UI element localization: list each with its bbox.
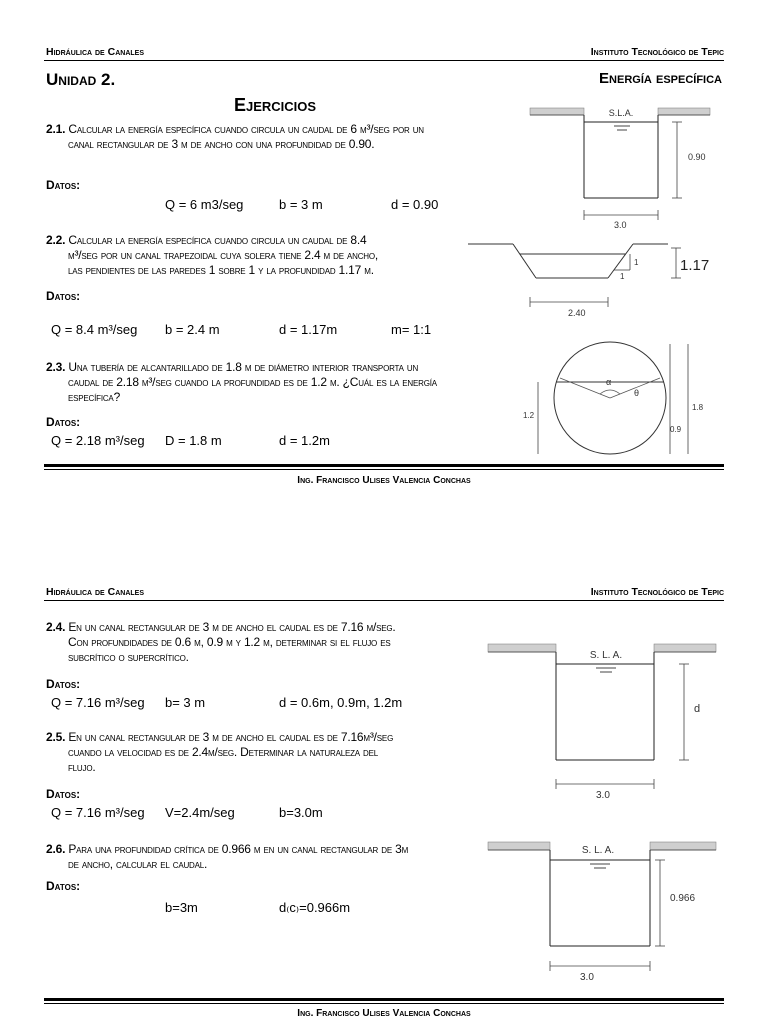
page-1	[0, 0, 768, 500]
problem-2-1	[46, 122, 506, 152]
page-2	[0, 540, 768, 1024]
figure-circular-pipe	[520, 340, 720, 460]
problem-2-6	[46, 842, 486, 872]
problem-text-line: caudal de 2.18 m³/seg cuando la profundidad es de 1.2 m. ¿Cuál es la energía	[68, 375, 437, 389]
problem-number: 2.1.	[46, 122, 66, 136]
data-value: b = 3 m	[279, 197, 323, 212]
footer-rule	[44, 998, 724, 1001]
problem-text-line: canal rectangular de 3 m de ancho con una profundidad de 0.90.	[68, 137, 375, 151]
header-rule	[44, 600, 724, 601]
data-value: d = 1.17m	[279, 322, 338, 337]
data-value: m= 1:1	[391, 322, 432, 337]
problem-text-line: flujo.	[68, 760, 96, 774]
half-diameter-label: 0.9	[670, 425, 682, 434]
width-label: 3.0	[580, 972, 594, 983]
figure-trapezoidal-channel	[468, 240, 718, 320]
footer-rule	[44, 469, 724, 470]
problem-text-line: Calcular la energía específica cuando circula un caudal de 6 m³/seg por un	[68, 122, 424, 136]
sla-label: S. L. A.	[589, 650, 623, 661]
problem-text-line: Con profundidades de 0.6 m, 0.9 m y 1.2 m, determinar si el flujo es	[68, 635, 391, 649]
problem-number: 2.6.	[46, 842, 66, 856]
footer-author: Ing. Francisco Ulises Valencia Conchas	[297, 1008, 471, 1019]
data-value: Q = 7.16 m³/seg	[51, 805, 145, 820]
problem-text-line: subcrítico o supercrítico.	[68, 650, 189, 664]
topic-title: Energía específica	[599, 70, 722, 87]
data-value: b=3m	[165, 900, 198, 915]
depth-label: 0.966	[670, 893, 696, 904]
problem-number: 2.5.	[46, 730, 66, 744]
diameter-label: 1.8	[692, 403, 704, 412]
problem-text-line: las pendientes de las paredes 1 sobre 1 y la profundidad 1.17 m.	[68, 263, 374, 277]
data-value: Q = 8.4 m³/seg	[51, 322, 138, 337]
problem-number: 2.2.	[46, 233, 66, 247]
datos-label: Datos:	[46, 178, 81, 192]
header-rule	[44, 60, 724, 61]
data-value: D = 1.8 m	[165, 433, 222, 448]
problem-text-line: cuando la velocidad es de 2.4m/seg. Determinar la naturaleza del	[68, 745, 379, 759]
data-value: Q = 6 m3/seg	[165, 197, 244, 212]
problem-number: 2.3.	[46, 360, 66, 374]
problem-text-line: de ancho, calcular el caudal.	[68, 857, 208, 871]
base-label: 2.40	[568, 308, 586, 318]
slope-vertical-label: 1	[634, 258, 639, 267]
data-value: d = 0.90	[391, 197, 439, 212]
footer-author: Ing. Francisco Ulises Valencia Conchas	[297, 475, 471, 486]
width-label: 3.0	[596, 790, 610, 801]
datos-label: Datos:	[46, 415, 81, 429]
data-value: b= 3 m	[165, 695, 206, 710]
depth-label: 0.90	[688, 152, 706, 162]
datos-label: Datos:	[46, 289, 81, 303]
data-value: Q = 7.16 m³/seg	[51, 695, 145, 710]
datos-label: Datos:	[46, 787, 81, 801]
data-value: d₍c₎=0.966m	[279, 900, 351, 915]
depth-label: d	[694, 703, 701, 715]
sla-label: S. L. A.	[581, 845, 615, 856]
problem-text-line: Una tubería de alcantarillado de 1.8 m de diámetro interior transporta un	[68, 360, 419, 374]
figure-rectangular-channel	[530, 104, 720, 229]
header-institute: Instituto Tecnológico de Tepic	[590, 46, 724, 58]
datos-label: Datos:	[46, 677, 81, 691]
problem-text-line: m³/seg por un canal trapezoidal cuya solera tiene 2.4 m de ancho,	[68, 248, 379, 262]
data-value: d = 0.6m, 0.9m, 1.2m	[279, 695, 403, 710]
depth-label: 1.2	[523, 411, 535, 420]
figure-rectangular-channel	[488, 640, 718, 820]
section-title: Ejercicios	[234, 95, 317, 115]
header-course: Hidráulica de Canales	[46, 586, 144, 598]
problem-2-5	[46, 730, 476, 775]
problem-text-line: específica?	[68, 390, 121, 404]
problem-2-3	[46, 360, 516, 405]
data-value: Q = 2.18 m³/seg	[51, 433, 145, 448]
problem-text-line: En un canal rectangular de 3 m de ancho el caudal es de 7.16 m/seg.	[68, 620, 396, 634]
problem-text-line: Para una profundidad crítica de 0.966 m en un canal rectangular de 3m	[68, 842, 409, 856]
footer-rule	[44, 1003, 724, 1004]
width-label: 3.0	[614, 220, 627, 230]
theta-label: θ	[634, 388, 640, 398]
slope-horizontal-label: 1	[620, 272, 625, 281]
unit-title: Unidad 2.	[46, 70, 116, 89]
datos-label: Datos:	[46, 879, 81, 893]
data-value: d = 1.2m	[279, 433, 330, 448]
problem-2-4	[46, 620, 476, 665]
header-institute: Instituto Tecnológico de Tepic	[590, 586, 724, 598]
problem-2-2	[46, 233, 466, 278]
problem-text-line: En un canal rectangular de 3 m de ancho el caudal es de 7.16m³/seg	[68, 730, 394, 744]
problem-number: 2.4.	[46, 620, 66, 634]
footer-rule	[44, 464, 724, 467]
depth-label: 1.17	[680, 257, 710, 274]
data-value: V=2.4m/seg	[165, 805, 235, 820]
alpha-label: α	[606, 377, 612, 387]
data-value: b = 2.4 m	[165, 322, 220, 337]
data-value: b=3.0m	[279, 805, 323, 820]
sla-label: S.L.A.	[608, 108, 634, 118]
figure-rectangular-channel	[488, 838, 718, 988]
header-course: Hidráulica de Canales	[46, 46, 144, 58]
problem-text-line: Calcular la energía específica cuando circula un caudal de 8.4	[68, 233, 367, 247]
